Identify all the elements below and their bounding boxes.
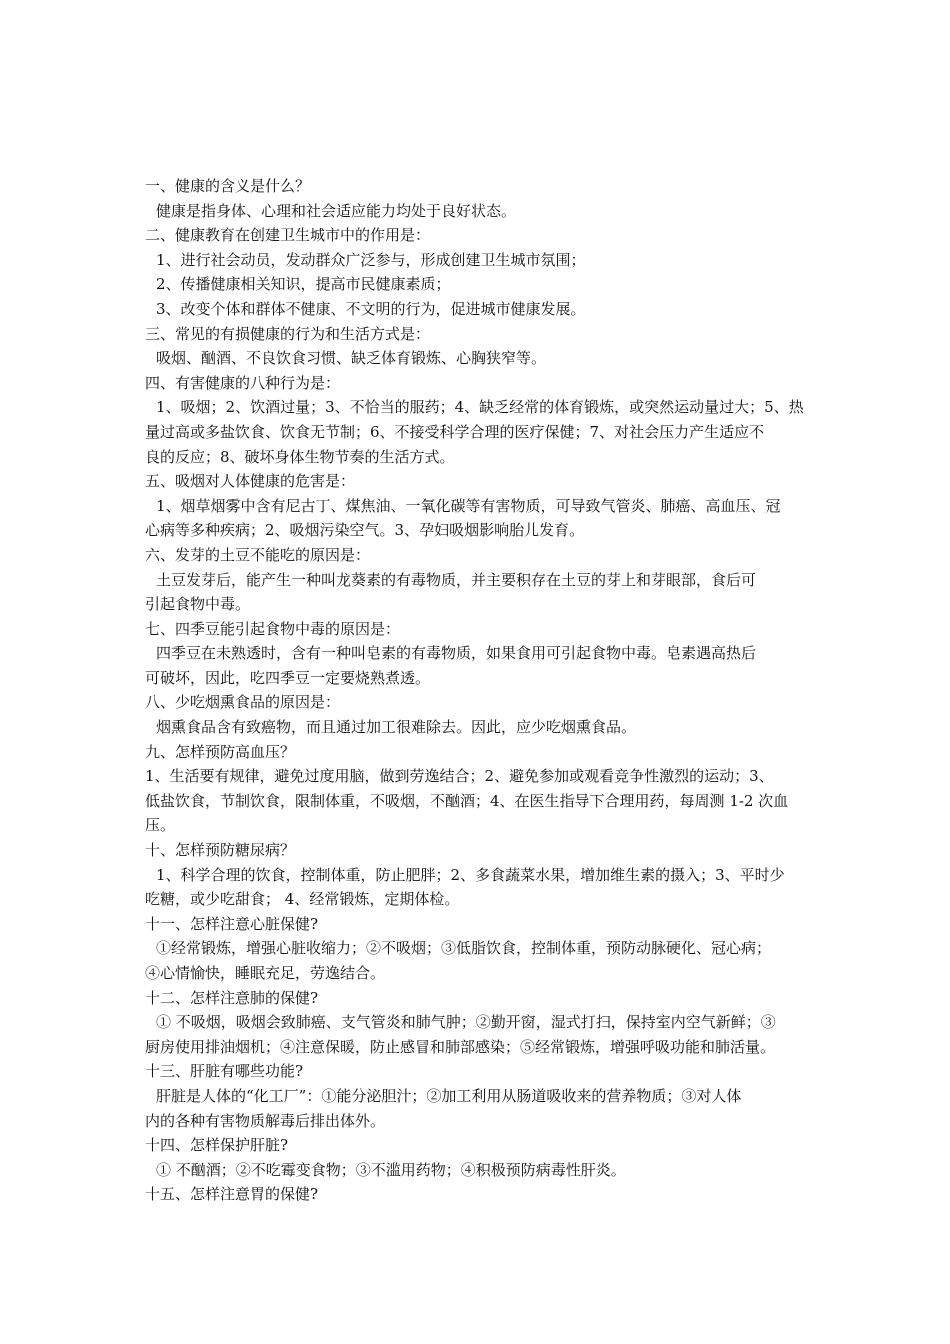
paragraph-line: 低盐饮食，节制饮食，限制体重，不吸烟，不酗酒；4、在医生指导下合理用药，每周测 1-2 次血 — [145, 791, 789, 810]
section-heading: 十一、怎样注意心脏保健? — [145, 914, 319, 933]
paragraph-line: 1、科学合理的饮食，控制体重，防止肥胖；2、多食蔬菜水果，增加维生素的摄入；3、平时少 — [156, 865, 785, 884]
paragraph-line: 良的反应；8、破坏身体生物节奏的生活方式。 — [145, 447, 455, 466]
paragraph-line: 2、传播健康相关知识，提高市民健康素质； — [156, 275, 451, 294]
paragraph-line: 吸烟、酗酒、不良饮食习惯、缺乏体育锻炼、心胸狭窄等。 — [156, 349, 547, 368]
paragraph-line: ④心情愉快，睡眠充足，劳逸结合。 — [145, 964, 386, 982]
section-heading: 七、四季豆能引起食物中毒的原因是： — [145, 619, 401, 638]
paragraph-line: 四季豆在未熟透时，含有一种叫皂素的有毒物质，如果食用可引起食物中毒。皂素遇高热后 — [156, 644, 757, 663]
section-heading: 九、怎样预防高血压？ — [145, 742, 296, 761]
section-heading: 二、健康教育在创建卫生城市中的作用是： — [145, 226, 431, 245]
paragraph-line: 3、改变个体和群体不健康、不文明的行为，促进城市健康发展。 — [156, 299, 586, 318]
paragraph-line: 内的各种有害物质解毒后排出体外。 — [145, 1111, 386, 1130]
section-heading: 十四、怎样保护肝脏? — [145, 1136, 289, 1155]
paragraph-line: 可破坏，因此，吃四季豆一定要烧熟煮透。 — [145, 668, 431, 687]
section-heading: 六、发芽的土豆不能吃的原因是： — [145, 545, 371, 564]
document-body — [145, 174, 810, 1207]
section-heading: 十、怎样预防糖尿病？ — [145, 841, 296, 860]
section-heading: 八、少吃烟熏食品的原因是： — [145, 693, 341, 712]
paragraph-line: 1、烟草烟雾中含有尼古丁、煤焦油、一氧化碳等有害物质，可导致气管炎、肺癌、高血压、冠 — [156, 496, 781, 515]
section-heading: 十二、怎样注意肺的保健? — [145, 988, 319, 1007]
paragraph-line: 土豆发芽后，能产生一种叫龙葵素的有毒物质，并主要积存在土豆的芽上和芽眼部，食后可 — [156, 570, 757, 589]
paragraph-line: 压。 — [145, 816, 176, 835]
paragraph-line: 引起食物中毒。 — [145, 595, 251, 614]
paragraph-line: ① 不吸烟，吸烟会致肺癌、支气管炎和肺气肿；②勤开窗，湿式打扫，保持室内空气新鲜；③ — [156, 1013, 776, 1032]
section-heading: 十三、肝脏有哪些功能? — [145, 1062, 304, 1081]
section-heading: 五、吸烟对人体健康的危害是： — [145, 472, 356, 491]
section-heading: 十五、怎样注意胃的保健? — [145, 1185, 319, 1204]
section-heading: 四、有害健康的八种行为是： — [145, 373, 341, 392]
paragraph-line: 肝脏是人体的“化工厂”：①能分泌胆汁；②加工利用从肠道吸收来的营养物质；③对人体 — [156, 1086, 742, 1105]
paragraph-line: 烟熏食品含有致癌物，而且通过加工很难除去。因此，应少吃烟熏食品。 — [156, 718, 637, 737]
paragraph-line: 吃糖，或少吃甜食； 4、经常锻炼，定期体检。 — [145, 890, 460, 909]
section-heading: 一、健康的含义是什么？ — [145, 177, 311, 195]
paragraph-line: 1、吸烟；2、饮酒过量；3、不恰当的服药；4、缺乏经常的体育锻炼，或突然运动量过大；5、热 — [156, 398, 804, 417]
paragraph-line: 量过高或多盐饮食、饮食无节制；6、不接受科学合理的医疗保健；7、对社会压力产生适应不 — [145, 422, 765, 441]
paragraph-line: 健康是指身体、心理和社会适应能力均处于良好状态。 — [156, 201, 517, 220]
paragraph-line: 1、生活要有规律，避免过度用脑，做到劳逸结合；2、避免参加或观看竞争性激烈的运动；3、 — [145, 767, 774, 786]
paragraph-line: ① 不酗酒；②不吃霉变食物；③不滥用药物；④积极预防病毒性肝炎。 — [156, 1160, 626, 1179]
paragraph-line: 心病等多种疾病；2、吸烟污染空气。3、孕妇吸烟影响胎儿发育。 — [145, 521, 585, 540]
paragraph-line: 厨房使用排油烟机；④注意保暖，防止感冒和肺部感染；⑤经常锻炼，增强呼吸功能和肺活量。 — [145, 1037, 776, 1056]
paragraph-line: 1、进行社会动员，发动群众广泛参与，形成创建卫生城市氛围； — [156, 250, 586, 269]
section-heading: 三、常见的有损健康的行为和生活方式是： — [145, 324, 431, 343]
paragraph-line: ①经常锻炼，增强心脏收缩力；②不吸烟；③低脂饮食，控制体重，预防动脉硬化、冠心病； — [156, 939, 772, 958]
